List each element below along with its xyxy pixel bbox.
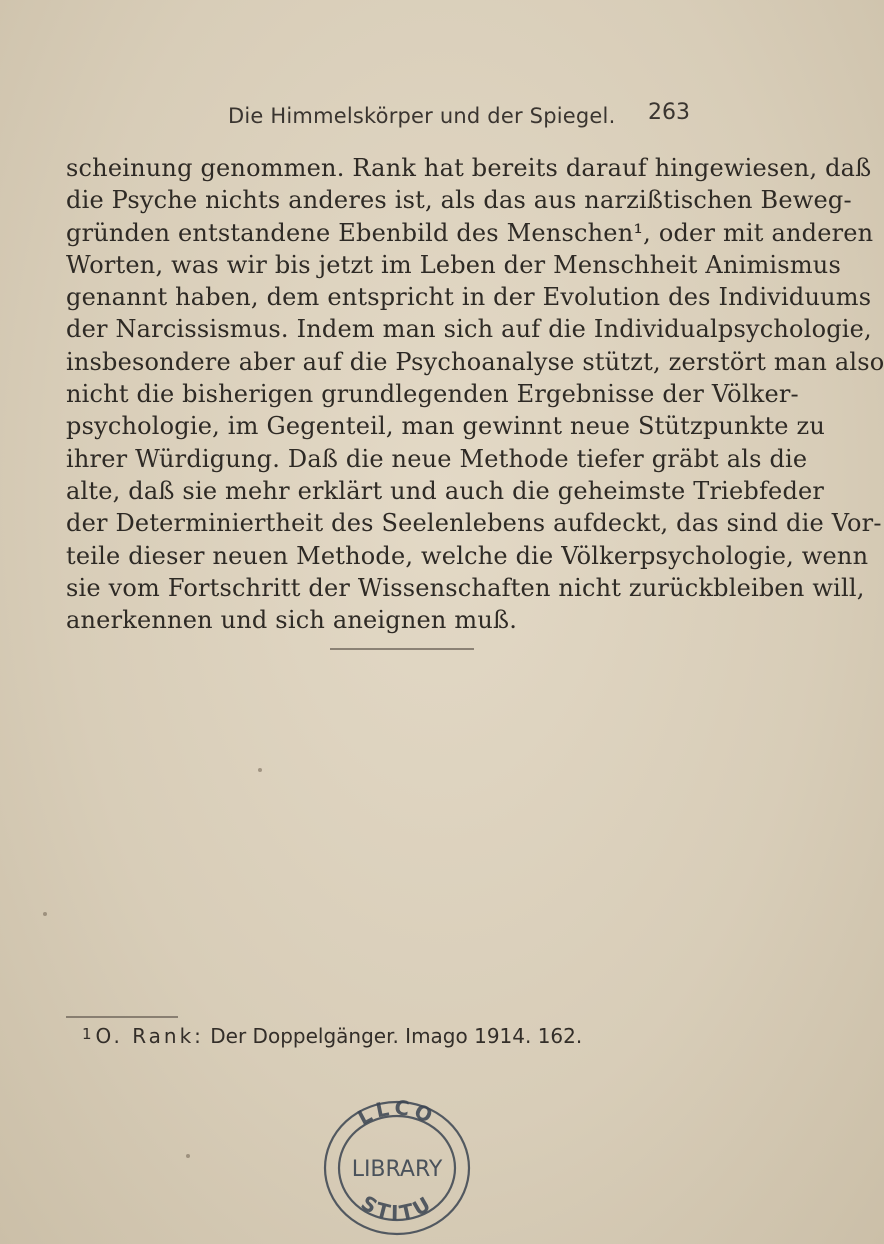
paper-speck bbox=[186, 1154, 190, 1158]
text-line: gründen entstandene Ebenbild des Menschen¹, oder mit anderen bbox=[66, 218, 874, 247]
stamp-arc-top: LLCO bbox=[353, 1095, 440, 1130]
text-line: nicht die bisherigen grundlegenden Ergebnisse der Völker- bbox=[66, 380, 799, 409]
footnote bbox=[82, 1024, 582, 1048]
text-line: psychologie, im Gegenteil, man gewinnt neue Stützpunkte zu bbox=[66, 412, 826, 441]
library-stamp bbox=[312, 1084, 482, 1244]
page-number: 263 bbox=[648, 100, 690, 125]
text-line: scheinung genommen. Rank hat bereits darauf hingewiesen, daß bbox=[66, 154, 872, 182]
text-line: die Psyche nichts anderes ist, als das aus narzißtischen Beweg- bbox=[66, 186, 852, 215]
stamp-arc-bottom: STITU bbox=[356, 1190, 438, 1225]
paper-speck bbox=[258, 768, 262, 772]
text-line: sie vom Fortschritt der Wissenschaften nicht zurückbleiben will, bbox=[66, 573, 865, 602]
footnote-marker: 1 bbox=[82, 1025, 92, 1043]
footnote-author: O. Rank: bbox=[95, 1024, 204, 1048]
paper-speck bbox=[43, 912, 47, 916]
text-line: genannt haben, dem entspricht in der Evolution des Individuums bbox=[66, 283, 872, 312]
text-line: anerkennen und sich aneignen muß. bbox=[66, 606, 518, 635]
text-line: insbesondere aber auf die Psychoanalyse stützt, zerstört man also bbox=[66, 347, 884, 376]
text-line: teile dieser neuen Methode, welche die Völkerpsychologie, wenn bbox=[66, 541, 869, 570]
section-separator-rule bbox=[330, 648, 474, 650]
footnote-rule bbox=[66, 1016, 178, 1018]
text-line: der Narcissismus. Indem man sich auf die Individualpsychologie, bbox=[66, 315, 872, 344]
body-paragraph bbox=[66, 152, 884, 636]
footnote-text: Der Doppelgänger. Imago 1914. 162. bbox=[210, 1024, 583, 1048]
stamp-center-label: LIBRARY bbox=[351, 1157, 443, 1182]
text-line: ihrer Würdigung. Daß die neue Methode tiefer gräbt als die bbox=[66, 444, 808, 473]
running-title: Die Himmelskörper und der Spiegel. bbox=[228, 104, 616, 128]
text-line: alte, daß sie mehr erklärt und auch die geheimste Triebfeder bbox=[66, 476, 825, 505]
text-line: Worten, was wir bis jetzt im Leben der Menschheit Animismus bbox=[66, 250, 841, 279]
text-line: der Determiniertheit des Seelenlebens aufdeckt, das sind die Vor- bbox=[66, 509, 882, 538]
